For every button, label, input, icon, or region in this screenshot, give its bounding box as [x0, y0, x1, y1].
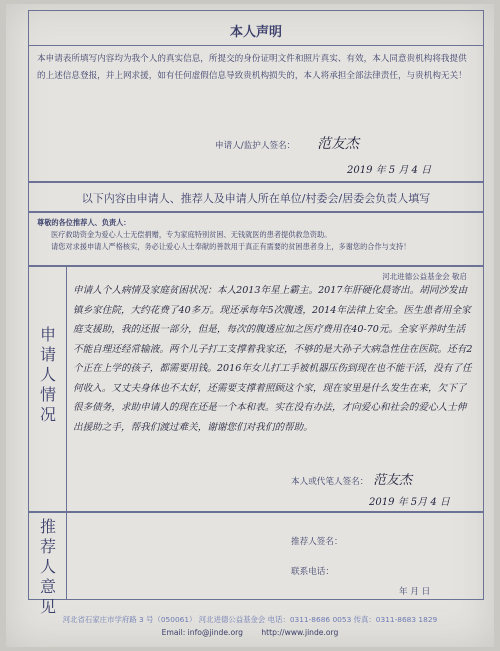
- footer-contact: [0, 628, 500, 637]
- notice-line-1: 医疗救助资金为爱心人士无偿捐赠，专为家庭特别贫困、无钱就医的患者提供救急资助。: [51, 230, 332, 239]
- notice-text: [37, 217, 475, 253]
- foundation-stamp-text: 河北进德公益基金会 敬启: [382, 272, 467, 281]
- divider: [29, 45, 483, 46]
- notice-line-2: 请您对求援申请人严格核实，务必让爱心人士奉献的善款用于真正有需要的贫困患者身上，多谢您的合作与支持！: [51, 242, 411, 251]
- situation-side-label: 申请人情况: [39, 325, 56, 424]
- applicant-situation-section: [28, 266, 484, 512]
- applicant-signature: 范友杰: [317, 136, 359, 152]
- situation-side-column: [29, 267, 67, 511]
- notice-greeting: 尊敬的各位推荐人、负责人：: [37, 218, 131, 227]
- footer-email: Email: info@jinde.org: [161, 628, 243, 637]
- declaration-date: 2019 年 5 月 4 日: [347, 165, 432, 176]
- declaration-title: 本人声明: [229, 25, 282, 40]
- declaration-section: [28, 10, 484, 182]
- footer-address: 河北省石家庄市学府路 3 号（050061） 河北进德公益基金会 电话：0311-8686 0053 传真：0311-8683 1829: [62, 615, 438, 624]
- situation-date: 2019 年 5月 4 日: [369, 497, 450, 508]
- recommender-phone-label: 联系电话：: [291, 567, 334, 577]
- section-header-row: [28, 182, 484, 212]
- section-header-text: 以下内容由申请人、推荐人及申请人所在单位/村委会/居委会负责人填写: [81, 192, 431, 205]
- recommender-signature-label: 推荐人签名：: [291, 537, 343, 547]
- recommender-side-label: 推荐人意见: [39, 517, 56, 616]
- writer-signature: 范友杰: [373, 473, 413, 488]
- recommender-section: [28, 512, 484, 616]
- recommender-date-label: 年 月 日: [399, 587, 431, 597]
- situation-handwritten-text: 申请人个人病情及家庭贫困状况：本人2013年星上霸主。2017年肝硬化晨寄出。胡同沙发由镇乡家住院，大约花费了40多万。现还承每年5次腹透，2014年法律上安全。医生患者用全家庭支援助，我的还报一部分，但是，每次的腹透应加之医疗费用在40-70元。全家平养时生活不能自理还经常输液。两个儿子打工支撑着我家还，不够的是大孙子大病急性住在医院。还有2个正在上学的孩子，都需要用钱。2016年女儿打工手被机器压伤到现在也不能干活，没有了任何收入。又丈夫身体也不太好，还需要支撑着照顾这个家，现在家里是什么发生在来，欠下了很多债务，求助申请人的现在还是一个本和表。实在没有办法，才向爱心和社会的爱心人士伸出援助之手，帮我们渡过难关，谢谢您们对我们的帮助。: [73, 285, 473, 433]
- writer-signature-label: 本人或代笔人签名：: [291, 477, 369, 487]
- recommender-side-column: [29, 513, 67, 616]
- notice-section: [28, 212, 484, 266]
- footer-website: http://www.jinde.org: [261, 628, 339, 637]
- declaration-body: 本申请表所填写内容均为我个人的真实信息，所提交的身份证明文件和照片真实、有效，本人同意贵机构将我提供的上述信息登报，并上网求援，如有任何虚假信息导致贵机构损失的，本人将承担全部法律责任，与贵机构无关！: [37, 54, 467, 81]
- application-form: [6, 4, 494, 647]
- applicant-signature-label: 申请人/监护人签名：: [215, 141, 296, 151]
